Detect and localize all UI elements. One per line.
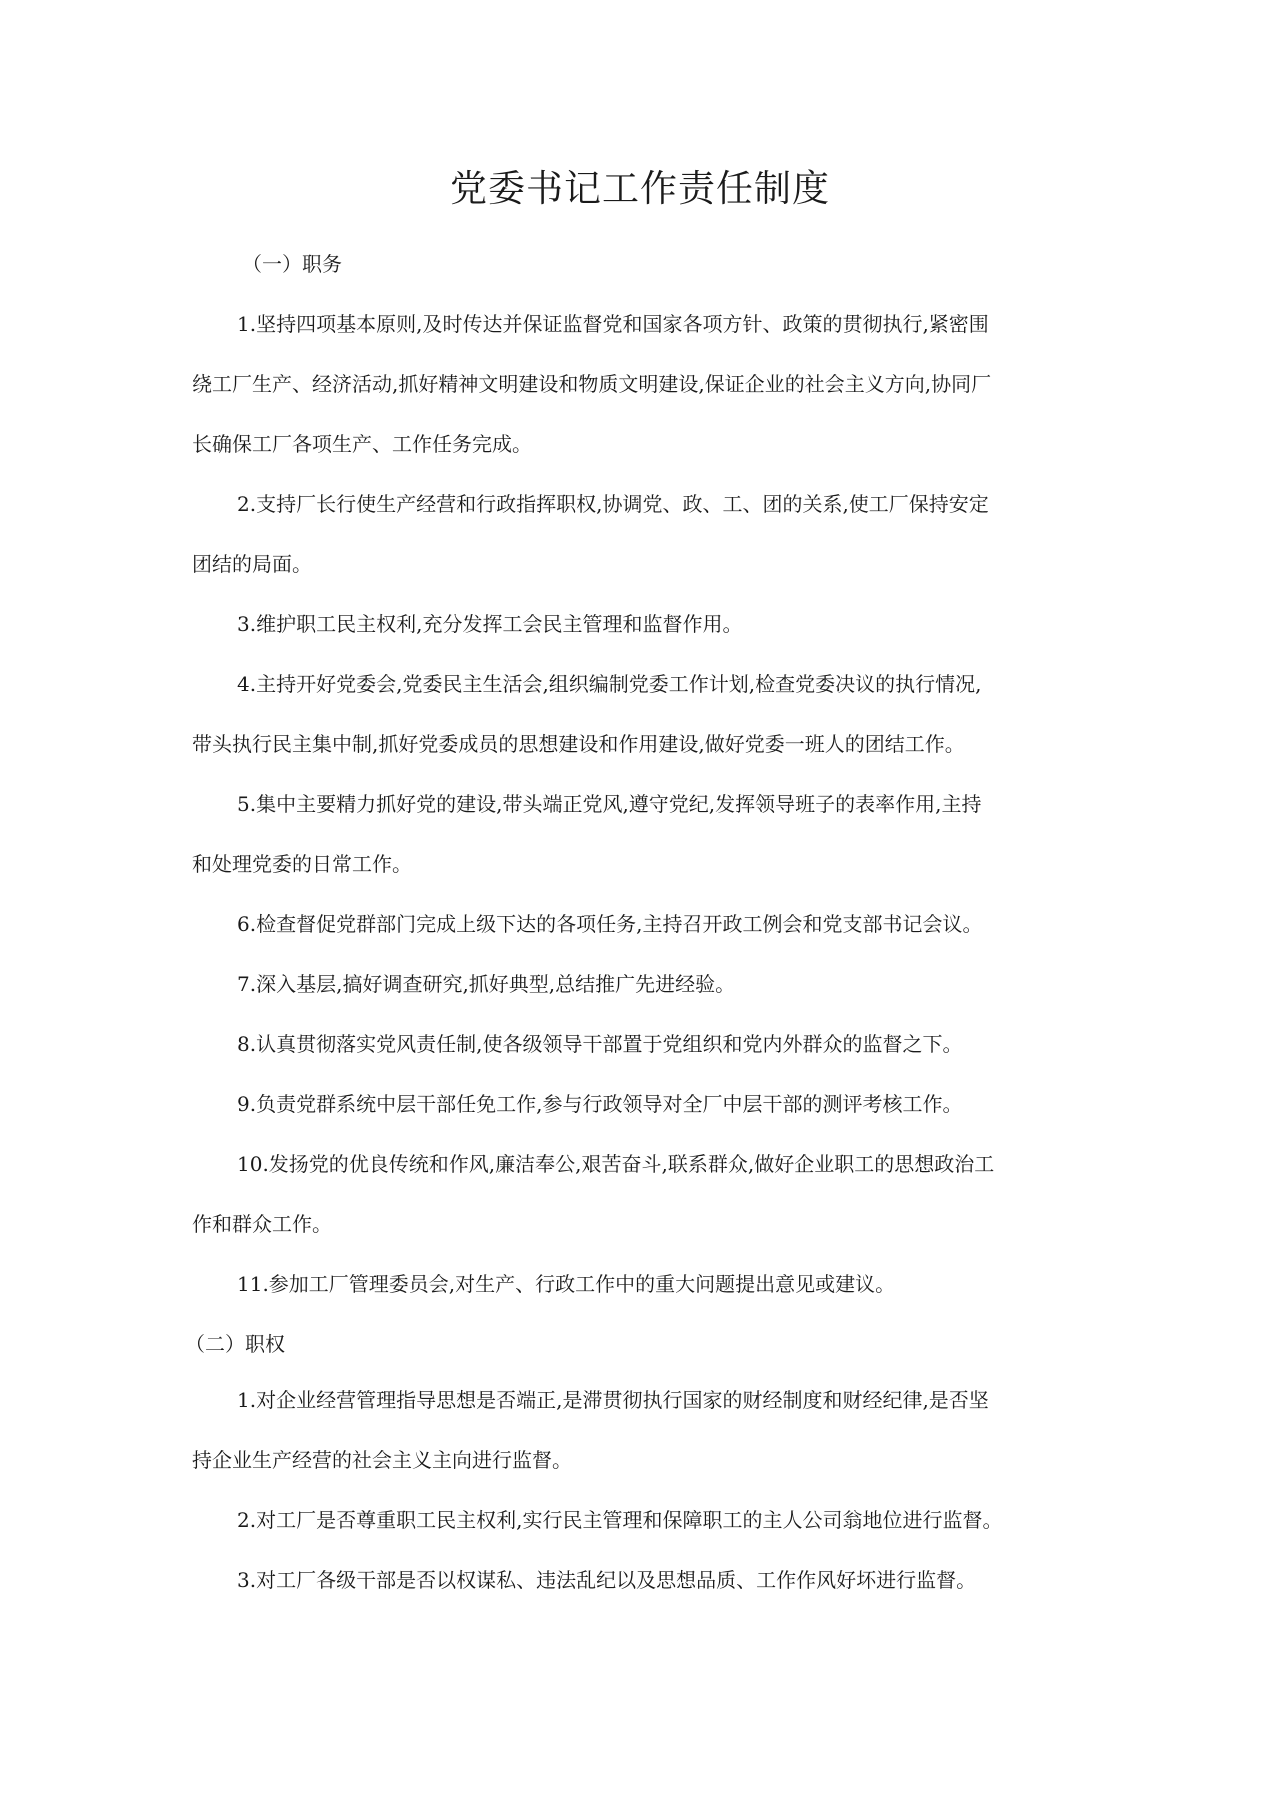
list-item <box>192 608 1092 640</box>
list-item <box>192 1564 1092 1596</box>
paragraph-line: 3.对工厂各级干部是否以权谋私、违法乱纪以及思想品质、工作作风好坏进行监督。 <box>237 1568 977 1592</box>
list-item <box>192 968 1092 1000</box>
paragraph-line: 5.集中主要精力抓好党的建设,带头端正党风,遵守党纪,发挥领导班子的表率作用,主持 <box>237 792 982 816</box>
list-item <box>192 1148 1092 1240</box>
section-heading-powers: （二）职权 <box>185 1332 285 1356</box>
paragraph-line: 持企业生产经营的社会主义主向进行监督。 <box>192 1448 572 1472</box>
paragraph-line: 和处理党委的日常工作。 <box>192 852 412 876</box>
list-item <box>192 668 1092 760</box>
paragraph-line: 2.对工厂是否尊重职工民主权利,实行民主管理和保障职工的主人公司翁地位进行监督。 <box>237 1508 1003 1532</box>
paragraph-line: 团结的局面。 <box>192 552 312 576</box>
list-item <box>192 488 1092 580</box>
paragraph-line: 2.支持厂长行使生产经营和行政指挥职权,协调党、政、工、团的关系,使工厂保持安定 <box>237 492 989 516</box>
list-item <box>192 1268 1092 1300</box>
paragraph-line: 作和群众工作。 <box>192 1212 332 1236</box>
paragraph-line: 11.参加工厂管理委员会,对生产、行政工作中的重大问题提出意见或建议。 <box>237 1272 896 1296</box>
paragraph-line: 8.认真贯彻落实党风责任制,使各级领导干部置于党组织和党内外群众的监督之下。 <box>237 1032 963 1056</box>
paragraph-line: 4.主持开好党委会,党委民主生活会,组织编制党委工作计划,检查党委决议的执行情况, <box>237 672 982 696</box>
list-item <box>192 1088 1092 1120</box>
duties-list <box>192 308 1092 1300</box>
powers-list <box>192 1384 1092 1596</box>
paragraph-line: 长确保工厂各项生产、工作任务完成。 <box>192 432 532 456</box>
list-item <box>192 308 1092 460</box>
paragraph-line: 7.深入基层,搞好调查研究,抓好典型,总结推广先进经验。 <box>237 972 736 996</box>
document-title: 党委书记工作责任制度 <box>450 167 830 210</box>
paragraph-line: 1.对企业经营管理指导思想是否端正,是滞贯彻执行国家的财经制度和财经纪律,是否坚 <box>237 1388 989 1412</box>
paragraph-line: 3.维护职工民主权利,充分发挥工会民主管理和监督作用。 <box>237 612 743 636</box>
paragraph-line: 1.坚持四项基本原则,及时传达并保证监督党和国家各项方针、政策的贯彻执行,紧密围 <box>237 312 989 336</box>
paragraph-line: 绕工厂生产、经济活动,抓好精神文明建设和物质文明建设,保证企业的社会主义方向,协同厂 <box>192 372 992 396</box>
list-item <box>192 1504 1092 1536</box>
document-body <box>185 248 1092 1624</box>
list-item <box>192 788 1092 880</box>
paragraph-line: 10.发扬党的优良传统和作风,廉洁奉公,艰苦奋斗,联系群众,做好企业职工的思想政治工 <box>237 1152 995 1176</box>
list-item <box>192 908 1092 940</box>
list-item <box>192 1028 1092 1060</box>
section-heading-duties: （一）职务 <box>242 252 342 276</box>
paragraph-line: 带头执行民主集中制,抓好党委成员的思想建设和作用建设,做好党委一班人的团结工作。 <box>192 732 965 756</box>
list-item <box>192 1384 1092 1476</box>
paragraph-line: 6.检查督促党群部门完成上级下达的各项任务,主持召开政工例会和党支部书记会议。 <box>237 912 983 936</box>
paragraph-line: 9.负责党群系统中层干部任免工作,参与行政领导对全厂中层干部的测评考核工作。 <box>237 1092 963 1116</box>
